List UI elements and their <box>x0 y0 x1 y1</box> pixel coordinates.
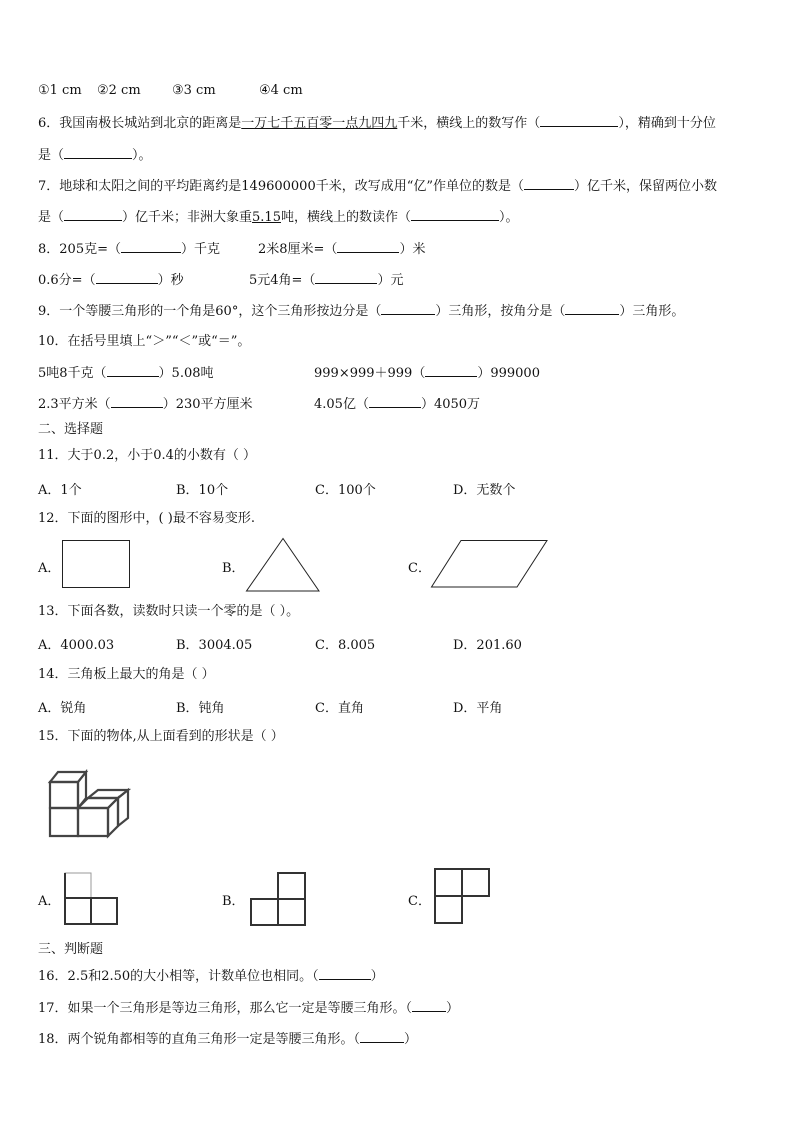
question-17: 17．如果一个三角形是等边三角形，那么它一定是等腰三角形。（ ） <box>38 1001 460 1016</box>
question-13: 13．下面各数，读数时只读一个零的是（ ）。 <box>38 604 300 619</box>
question-18: 18．两个锐角都相等的直角三角形一定是等腰三角形。（ ） <box>38 1032 418 1047</box>
question-10-item-d: 4.05亿（ ）4050万 <box>314 397 481 412</box>
question-12: 12．下面的图形中，( )最不容易变形. <box>38 511 255 526</box>
q15-option-a: A． <box>38 894 61 909</box>
top-view-c-figure <box>434 868 492 926</box>
question-8-item-d: 5元4角=（ ）元 <box>249 273 404 288</box>
q14-option-a: A．锐角 <box>38 701 87 716</box>
question-6-line2: 是（ ）。 <box>38 148 152 163</box>
question-6-line1: 6．我国南极长城站到北京的距离是一万七千五百零一点九四九千米，横线上的数写作（ ），精确到十分位 <box>38 116 716 131</box>
question-8-line2: 0.6分=（ ）秒 <box>38 273 184 288</box>
parallelogram-figure <box>431 540 549 590</box>
q11-option-b: B．10个 <box>176 483 229 498</box>
question-10-item-b: 999×999＋999（ ）999000 <box>314 366 540 381</box>
q12-option-a: A． <box>38 561 61 576</box>
q14-option-c: C．直角 <box>315 701 364 716</box>
q14-option-d: D．平角 <box>453 701 503 716</box>
option-2cm: ②2 cm <box>97 83 141 98</box>
q15-option-c: C． <box>408 894 431 909</box>
q11-option-c: C．100个 <box>315 483 376 498</box>
triangle-figure <box>246 538 322 592</box>
question-10: 10．在括号里填上“＞”“＜”或“＝”。 <box>38 334 251 349</box>
question-16: 16．2.5和2.50的大小相等，计数单位也相同。（ ） <box>38 969 384 984</box>
q13-option-d: D．201.60 <box>453 638 522 653</box>
question-10-item-c: 2.3平方米（ ）230平方厘米 <box>38 397 253 412</box>
option-4cm: ④4 cm <box>259 83 303 98</box>
section-3-heading: 三、判断题 <box>38 942 104 957</box>
q12-option-c: C． <box>408 561 431 576</box>
q11-option-d: D．无数个 <box>453 483 516 498</box>
q15-option-b: B． <box>222 894 245 909</box>
q11-option-a: A．1个 <box>38 483 82 498</box>
q13-option-b: B．3004.05 <box>176 638 253 653</box>
top-view-b-figure <box>250 872 308 926</box>
question-8-item-b: 2米8厘米=（ ）米 <box>258 242 426 257</box>
question-14: 14．三角板上最大的角是（ ） <box>38 667 215 682</box>
option-1cm: ①1 cm <box>38 83 82 98</box>
question-7-line2: 是（ ）亿千米；非洲大象重5.15吨，横线上的数读作（ ）。 <box>38 210 519 225</box>
question-8-line1: 8．205克=（ ）千克 <box>38 242 220 257</box>
rectangle-figure <box>62 540 132 590</box>
section-2-heading: 二、选择题 <box>38 422 104 437</box>
q13-option-c: C．8.005 <box>315 638 376 653</box>
option-3cm: ③3 cm <box>172 83 216 98</box>
top-view-a-figure <box>64 872 120 926</box>
question-15: 15．下面的物体,从上面看到的形状是（ ） <box>38 729 284 744</box>
q14-option-b: B．钝角 <box>176 701 225 716</box>
question-9: 9．一个等腰三角形的一个角是60°，这个三角形按边分是（ ）三角形，按角分是（ ）三角形。 <box>38 304 685 319</box>
question-11: 11．大于0.2，小于0.4的小数有（ ） <box>38 448 257 463</box>
q12-option-b: B． <box>222 561 245 576</box>
question-10-item-a: 5吨8千克（ ）5.08吨 <box>38 366 214 381</box>
q13-option-a: A．4000.03 <box>38 638 115 653</box>
cube-stack-figure <box>46 768 136 840</box>
question-7-line1: 7．地球和太阳之间的平均距离约是149600000千米，改写成用“亿”作单位的数是（ ）亿千米，保留两位小数 <box>38 179 718 194</box>
